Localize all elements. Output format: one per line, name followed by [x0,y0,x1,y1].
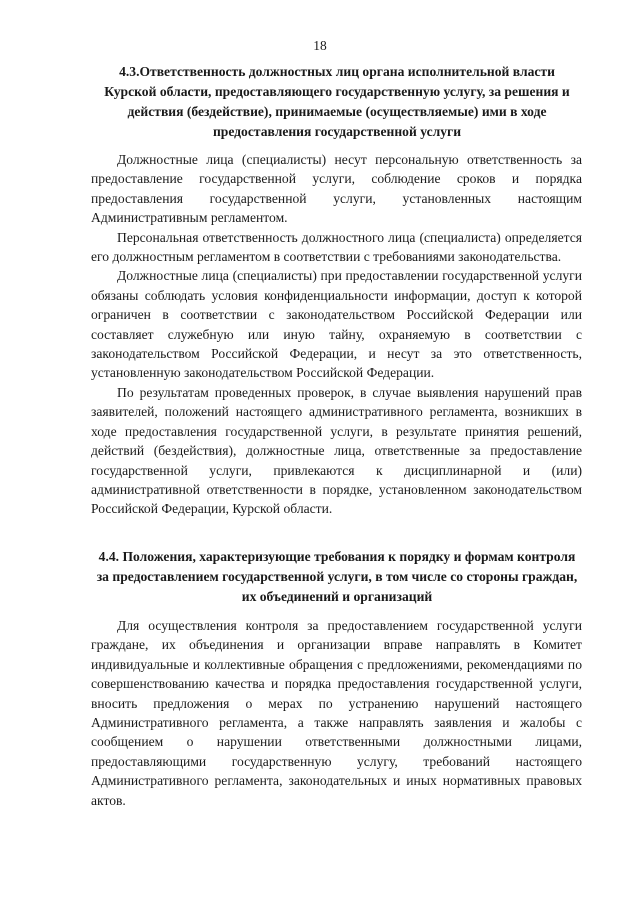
section-body-4-4 [91,616,582,810]
section-heading-4-4: 4.4. Положения, характеризующие требования к порядку и формам контроля за предоставлением государственной услуги, в том числе со стороны граждан, их объединений и организаций [96,549,578,604]
section-heading-4-3: 4.3.Ответственность должностных лиц органа исполнительной власти Курской области, предоставляющего государственную услугу, за решения и действия (бездействие), принимаемые (осуществляемые) ими в ходе предоставления государственной услуги [104,64,570,139]
page-number: 18 [313,38,327,53]
paragraph: По результатам проведенных проверок, в случае выявления нарушений прав заявителей, положений настоящего административного регламента, возникших в ходе предоставления государственной услуги, в результате принятия решений, действий (бездействия), должностные лица, ответственные за предоставление государственной услуги, привлекаются к дисциплинарной и (или) административной ответственности в порядке, установленном законодательством Российской Федерации, Курской области. [91,384,582,517]
section-body-4-3 [91,150,582,519]
paragraph: Для осуществления контроля за предоставлением государственной услуги граждане, их объединения и организации вправе направлять в Комитет индивидуальные и коллективные обращения с предложениями, рекомендациями по совершенствованию качества и порядка предоставления государственной услуги, вносить предложения о мерах по устранению нарушений настоящего Административного регламента, а также направлять заявления и жалобы с сообщением о нарушении ответственными должностными лицами, предоставляющими государственную услугу, требований настоящего Административного регламента, законодательных и иных нормативных правовых актов. [91,618,582,808]
paragraph: Персональная ответственность должностного лица (специалиста) определяется его должностным регламентом в соответствии с требованиями законодательства. [91,229,582,265]
paragraph: Должностные лица (специалисты) несут персональную ответственность за предоставление государственной услуги, соблюдение сроков и порядка предоставления государственной услуги, установленных настоящим Административным регламентом. [91,152,582,226]
paragraph: Должностные лица (специалисты) при предоставлении государственной услуги обязаны соблюдать условия конфиденциальности информации, доступ к которой ограничен в соответствии с законодательством Российской Федерации или составляет служебную или иную тайну, охраняемую в соответствии с законодательством Российской Федерации, и несут за это ответственность, установленную законодательством Российской Федерации. [91,268,582,381]
